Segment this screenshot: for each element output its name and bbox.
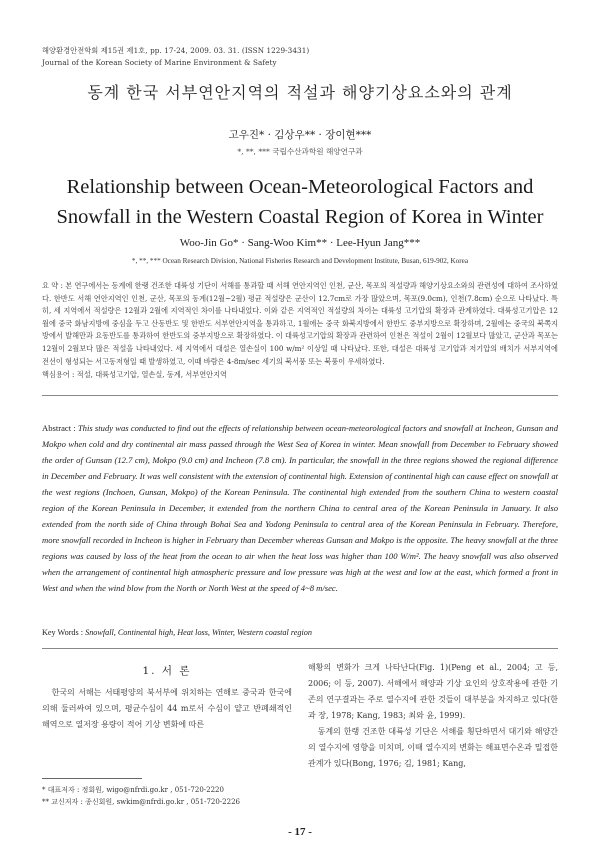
abstract-body: This study was conducted to find out the effects of relationship between ocean-meteorological factors and snowfall at Incheon, Gunsan and Mokpo when cold and dry continental air mass passed through the West Sea of Korea in winter. Mean snowfall from December to February showed the order of Gunsan (12.7 cm), Mokpo (9.0 cm) and Incheon (7.8 cm). In particular, the snowfall in the three regions showed the regional difference in December and February. It was well consistent with the extension of continental high. Extension of continental high can cause effect on snowfall at the west regions (Inchoen, Gunsan, Mokpo) of the Korean Peninsula. The continental high extended from the southern China to western coastal region of the Korean Peninsula in December, it extended from the northern China to central area of the Korean Peninsula in January. It also extended from the north side of China through Bohai Sea and Yodong Peninsula to central area of the Korean Peninsula in February. Therefore, more snowfall recorded in Incheon is higher in February than December whereas Gunsan and Mokpo is the opposite. The heavy snowfall at the three regions was caused by loss of the heat from the ocean to air when the heat loss was higher than 100 W/m². The heavy snowfall was also observed when the arrangement of continental high atmospheric pressure and low pressure was high at the west and low at the east, which formed a front in West and when the wind blow from the North or North West at the speed of 4~8 m/sec. [42,423,558,593]
korean-keywords: 핵심용어 : 적설, 대륙성고기압, 열손실, 동계, 서부연안지역 [42,370,227,379]
section-heading: 1. 서 론 [142,665,192,677]
english-authors: Woo-Jin Go* · Sang-Woo Kim** · Lee-Hyun Jang*** [179,237,421,249]
footnote-2: ** 교신저자 : 종신회원, swkim@nfrdi.go.kr , 051-720-2226 [42,798,240,806]
intro-left-column [42,685,292,733]
korean-authors: 고우진* · 김상우** · 장이현*** [228,129,372,141]
korean-title: 동계 한국 서부연안지역의 적설과 해양기상요소와의 관계 [87,83,513,102]
intro-right-column [308,660,558,772]
journal-citation: 해양환경안전학회 제15권 제1호, pp. 17-24, 2009. 03. 31. (ISSN 1229-3431) [42,46,310,55]
divider [42,395,558,396]
english-title: Relationship between Ocean-Meteorological Factors and Snowfall in the Western Coastal Region of Korea in Winter [56,176,544,228]
abstract-label: Abstract : [42,423,78,433]
keywords-list: Snowfall, Continental high, Heat loss, Winter, Western coastal region [85,628,312,637]
keywords-label: Key Words : [42,628,86,637]
korean-abstract: 요 약 : 본 연구에서는 동계에 한랭 건조한 대륙성 기단이 서해를 통과할 때 서해 연안지역인 인천, 군산, 목포의 적설량과 해양기상요소와의 관련성에 대하여 조사하였다. 한반도 서해 연안지역인 인천, 군산, 목포의 동계(12월~2월) 평균 적설량은 군산이 12.7cm로 가장 많았으며, 목포(9.0cm), 인천(7.8cm) 순으로 나타났다. 특히, 세 지역에서 적설량은 12월과 2월에 지역적인 차이를 나타내었다. 이와 같은 지역적인 적설량의 차이는 대륙성 고기압의 확장과 관계하였다. 대륙성고기압은 12월에 중국 화남지방에 중심을 두고 산동반도 및 한반도 서부연안지역을 통과하고, 1월에는 중국 화북지방에서 한반도 중부지방으로 확장하며, 2월에는 중국의 북쪽지방에서 발해만과 요동반도를 통과하여 한반도의 중부지방으로 확장하였다. 이 대륙성고기압의 확장과 관련하여 인천은 적설이 2월이 12월보다 많았고, 군산과 목포는 12월이 2월보다 많은 적설을 나타내었다. 세 지역에서 대설은 열손실이 100 w/m² 이상일 때 나타났다. 또한, 대설은 대륙성 고기압과 저기압의 배치가 서부지역에 전선이 형성되는 서고동저형일 때 발생하였고, 이때 바람은 4-8m/sec 세기의 북서풍 또는 북풍이 우세하였다. [42,281,558,366]
english-keywords [42,628,312,637]
footnote-divider [42,778,142,779]
korean-affiliation: *, **, *** 국립수산과학원 해양연구과 [237,147,363,156]
intro-paragraph: 해황의 변화가 크게 나타난다(Fig. 1)(Peng et al., 2004; 고 등, 2006; 이 등, 2007). 서해에서 해양과 기상 요인의 상호작용에 관한 기존의 연구결과는 주로 열수지에 관한 것들이 대부분을 차지하고 있다(한과 장, 1978; Kang, 1983; 최와 윤, 1999). [308,663,558,720]
english-abstract [42,420,558,596]
journal-name: Journal of the Korean Society of Marine Environment & Safety [42,58,277,67]
intro-paragraph: 한국의 서해는 서태평양의 북서부에 위치하는 연해로 중국과 한국에 의해 둘러싸여 있으며, 평균수심이 44 m로서 수심이 얕고 반폐쇄적인 해역으로 열저장 용량이 적어 기상 변화에 따른 [42,688,292,729]
footnote-1: * 대표저자 : 정회원, wigo@nfrdi.go.kr , 051-720-2220 [42,786,224,794]
divider [42,648,558,649]
english-affiliation: *, **, *** Ocean Research Division, National Fisheries Research and Development Institute, Busan, 619-902, Korea [131,257,469,265]
intro-paragraph: 동계의 한랭 건조한 대륙성 기단은 서해를 횡단하면서 대기와 해양간의 열수지에 영향을 미치며, 이때 열수지의 변화는 해표면수온과 밀접한 관계가 있다(Bong, 1976; 김, 1981; Kang, [308,727,558,768]
page-number: - 17 - [288,826,312,838]
